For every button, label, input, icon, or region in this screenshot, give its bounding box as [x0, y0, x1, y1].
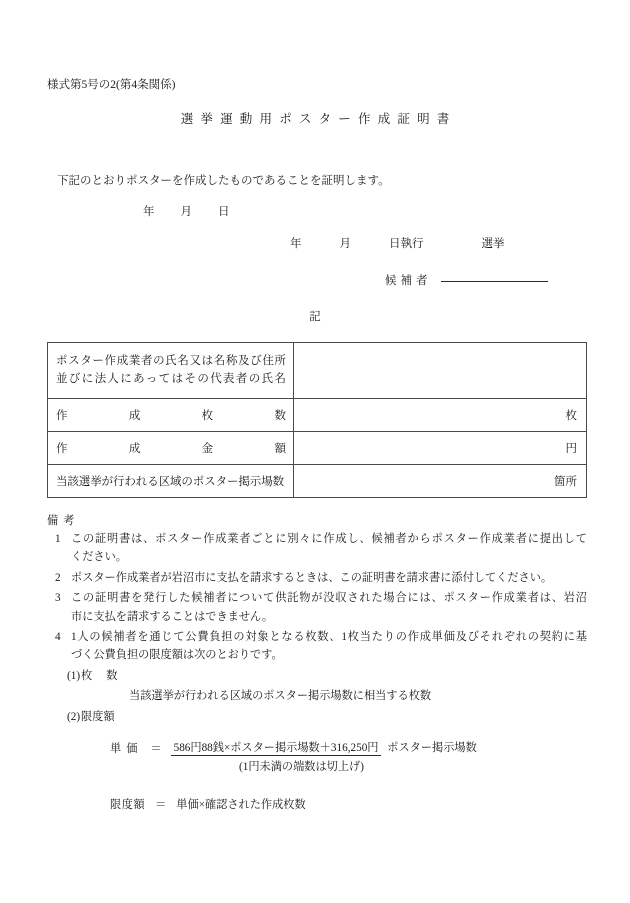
- remark-number-3: 3: [55, 592, 61, 605]
- candidate-name-field[interactable]: [441, 281, 548, 282]
- producer-label-line1: ポスター作成業者の氏名又は名称及び住所: [56, 354, 286, 367]
- remark-number-4: 4: [55, 631, 61, 644]
- remark-2-line1: ポスター作成業者が岩沼市に支払を請求するときは、この証明書を請求書に添付してください。: [71, 571, 553, 584]
- formula-numerator: 586円88銭×ポスター掲示場数＋316,250円: [171, 742, 382, 756]
- sub-item-1-label-b: 数: [106, 670, 118, 683]
- unit-price-equals: ＝: [150, 743, 162, 756]
- page-title: 選挙運動用ポスター作成証明書: [180, 112, 457, 126]
- ki-marker: 記: [309, 311, 321, 323]
- sub-item-1-number: (1): [67, 670, 81, 683]
- formula-denominator: ポスター掲示場数: [387, 742, 477, 754]
- amount-label: 作成金額: [56, 443, 286, 455]
- boards-label: 当該選挙が行われる区域のポスター掲示場数: [56, 476, 284, 488]
- producer-value: [294, 366, 586, 376]
- remark-item-3: [47, 589, 587, 625]
- table-value-cell-boards[interactable]: [294, 465, 587, 498]
- date-month-label: 月: [180, 206, 192, 218]
- remark-item-1: [47, 530, 587, 566]
- unit-price-formula: [110, 740, 587, 756]
- execution-month-label: 月: [339, 238, 351, 250]
- candidate-line: [385, 272, 548, 288]
- remark-4-line2: づく公費負担の限度額は次のとおりです。: [71, 649, 283, 662]
- certificate-table: [47, 342, 587, 498]
- remark-1-line2: ください。: [71, 551, 127, 564]
- remark-item-4: [47, 628, 587, 664]
- table-row: [48, 465, 587, 498]
- execution-day-label: 日執行: [389, 238, 424, 250]
- sub-item-2-number: (2): [67, 710, 81, 723]
- remark-body-4: [71, 628, 587, 664]
- sub-item-1-label: [81, 670, 117, 682]
- amount-unit: 円: [565, 443, 577, 455]
- election-execution-line: [290, 235, 505, 251]
- table-label-cell-producer: [48, 343, 294, 399]
- candidate-label: 候補者: [385, 275, 432, 287]
- limit-expression: 単価×確認された作成枚数: [176, 799, 306, 812]
- remark-body-1: [71, 530, 587, 566]
- sheets-unit: 枚: [565, 410, 577, 422]
- table-row: [48, 343, 587, 399]
- remark-number-2: 2: [55, 571, 61, 584]
- remark-number-1: 1: [55, 533, 61, 545]
- limit-equals: ＝: [155, 799, 167, 812]
- boards-unit: 箇所: [554, 476, 577, 488]
- remark-3-line1: この証明書を発行した候補者について供託物が没収された場合には、ポスター作成業者は、岩沼: [71, 592, 587, 605]
- unit-price-fraction: [171, 740, 480, 756]
- table-row: [48, 399, 587, 432]
- sub-item-1-detail: 当該選挙が行われる区域のポスター掲示場数に相当する枚数: [129, 689, 432, 702]
- intro-statement: 下記のとおりポスターを作成したものであることを証明します。: [57, 175, 390, 187]
- remark-body-3: [71, 589, 587, 625]
- table-value-cell-amount[interactable]: [294, 432, 587, 465]
- certificate-date-line: [143, 203, 230, 219]
- sheets-label: 作成枚数: [56, 410, 286, 422]
- remark-4-line1: 1人の候補者を通じて公費負担の対象となる枚数、1枚当たりの作成単価及びそれぞれの契約に基: [71, 631, 587, 644]
- rounding-note: (1円未満の端数は切上げ): [239, 761, 364, 774]
- sub-item-2-label: 限度額: [81, 710, 115, 723]
- table-label-cell-boards: [48, 465, 294, 498]
- sub-item-1-label-a: 枚: [81, 670, 93, 683]
- table-label-cell-amount: [48, 432, 294, 465]
- limit-formula: [110, 796, 587, 812]
- unit-price-label: 単価: [110, 743, 143, 756]
- remark-3-line2: 市に支払を請求することはできません。: [71, 610, 274, 623]
- execution-year-label: 年: [290, 238, 302, 250]
- remark-body-2: [71, 569, 587, 587]
- sub-item-1: [47, 667, 587, 685]
- election-label: 選挙: [481, 238, 505, 250]
- form-number: 様式第5号の2(第4条関係): [47, 79, 176, 91]
- limit-label: 限度額: [110, 799, 146, 812]
- remark-1-line1: この証明書は、ポスター作成業者ごとに別々に作成し、候補者からポスター作成業者に提出して: [71, 533, 587, 545]
- table-row: [48, 432, 587, 465]
- formula-section: [47, 740, 587, 812]
- date-day-label: 日: [218, 206, 230, 218]
- table-label-cell-sheets: [48, 399, 294, 432]
- remarks-heading: 備考: [47, 515, 80, 527]
- date-year-label: 年: [143, 206, 155, 218]
- sub-item-2: [47, 708, 587, 726]
- table-value-cell-sheets[interactable]: [294, 399, 587, 432]
- remarks-section: [47, 512, 587, 726]
- table-value-cell-producer[interactable]: [294, 343, 587, 399]
- producer-label-line2: 並びに法人にあってはその代表者の氏名: [56, 372, 286, 385]
- remark-item-2: [47, 569, 587, 587]
